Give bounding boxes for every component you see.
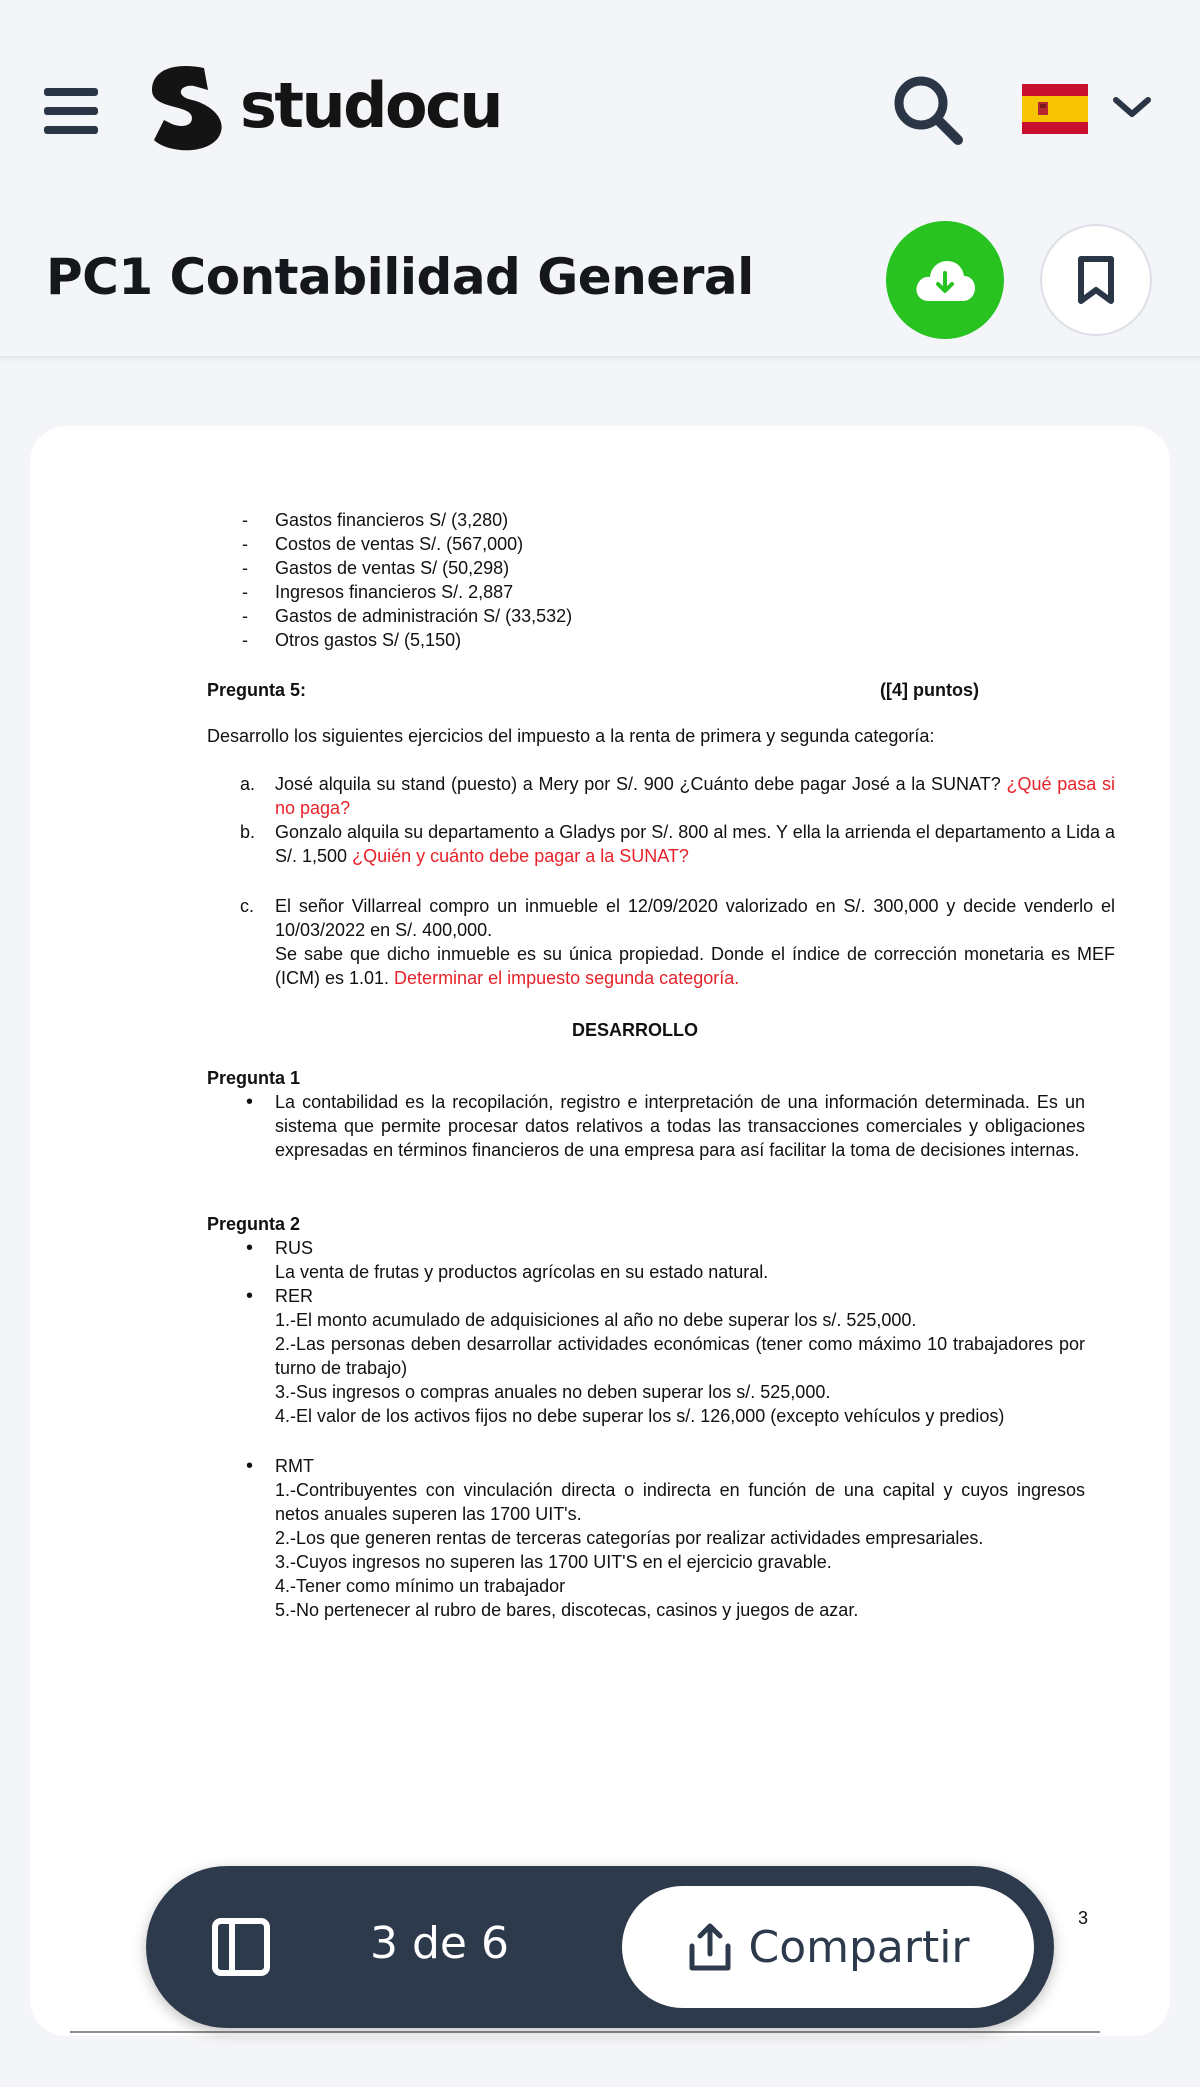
studocu-logo[interactable] (144, 62, 501, 154)
document-content (30, 426, 1170, 2036)
question-5-points: ([4] puntos) (880, 680, 979, 700)
page-navigation-bar (146, 1866, 1054, 2028)
logo-text: studocu (240, 68, 502, 142)
menu-icon[interactable] (44, 88, 100, 134)
regime-item: 2.-Las personas deben desarrollar actividades económicas (tener como máximo 10 trabajadores por turno de trabajo) (275, 1334, 1085, 1378)
exercise-text: El señor Villarreal compro un inmueble el 12/09/2020 valorizado en S/. 300,000 y decide venderlo el 10/03/2022 en S/. 400,000. (275, 896, 1115, 940)
regime-item: 5.-No pertenecer al rubro de bares, discotecas, casinos y juegos de azar. (275, 1600, 859, 1620)
exercise-marker: b. (240, 822, 256, 842)
regime-label: RUS (275, 1238, 314, 1258)
document-title: PC1 Contabilidad General (46, 248, 754, 306)
page-divider (70, 2031, 1100, 2033)
section-heading: DESARROLLO (572, 1020, 698, 1040)
exercise-b (240, 820, 1115, 868)
regime-item: 4.-El valor de los activos fijos no debe superar los s/. 126,000 (excepto vehículos y predios) (275, 1406, 1005, 1426)
expense-list (275, 508, 775, 652)
bullet: • (246, 1285, 254, 1307)
exercise-text: José alquila su stand (puesto) a Mery por S/. 900 ¿Cuánto debe pagar José a la SUNAT? (275, 774, 1001, 794)
list-item: - Costos de ventas S/. (567,000) (275, 532, 775, 556)
rmt-section (246, 1454, 1085, 1622)
bullet: • (246, 1237, 254, 1259)
question-5-intro: Desarrollo los siguientes ejercicios del impuesto a la renta de primera y segunda categoría: (207, 726, 935, 746)
bullet: • (246, 1455, 254, 1477)
exercise-a (240, 772, 1115, 820)
regime-item: 3.-Sus ingresos o compras anuales no deben superar los s/. 525,000. (275, 1382, 831, 1402)
rus-section (246, 1236, 1085, 1284)
list-item: - Gastos financieros S/ (3,280) (275, 508, 775, 532)
share-icon (686, 1922, 734, 1972)
download-button[interactable] (886, 221, 1004, 339)
share-button[interactable] (622, 1886, 1034, 2008)
question-5-title: Pregunta 5: (207, 680, 307, 700)
exercise-text: Gonzalo alquila su departamento a Gladys por S/. 800 al mes. Y ella la arrienda el departamento a Lida a S/. 1,500 (275, 822, 1115, 866)
regime-label: RMT (275, 1456, 314, 1476)
question-1-title: Pregunta 1 (207, 1068, 301, 1088)
exercise-text: Se sabe que dicho inmueble es su única propiedad. Donde el índice de corrección monetaria es MEF (ICM) es 1.01. (275, 944, 1115, 988)
spain-flag-icon[interactable] (1022, 84, 1088, 134)
bullet: • (246, 1091, 254, 1113)
regime-item: 3.-Cuyos ingresos no superen las 1700 UIT'S en el ejercicio gravable. (275, 1552, 832, 1572)
regime-item: 2.-Los que generen rentas de terceras categorías por realizar actividades empresariales. (275, 1528, 984, 1548)
page-number: 3 (1078, 1908, 1089, 1928)
bookmark-icon (1074, 254, 1118, 306)
cloud-download-icon (913, 257, 977, 303)
regime-item: 1.-El monto acumulado de adquisiciones al año no debe superar los s/. 525,000. (275, 1310, 917, 1330)
list-item: - Gastos de administración S/ (33,532) (275, 604, 775, 628)
rer-section (246, 1284, 1085, 1428)
answer-text: La contabilidad es la recopilación, registro e interpretación de una información determinada. Es un sistema que permite procesar datos relativos a todas las transacciones comerciales y obligaciones expresadas en términos financieros de una empresa para así facilitar la toma de decisiones internas. (275, 1092, 1085, 1160)
exercise-question-highlight: ¿Qué pasa si no paga? (275, 774, 1115, 818)
question-1-answer (246, 1090, 1085, 1162)
exercise-question-highlight: Determinar el impuesto segunda categoría. (394, 968, 740, 988)
header-divider (0, 356, 1200, 362)
regime-label: RER (275, 1286, 314, 1306)
search-icon[interactable] (888, 70, 968, 150)
exercise-question-highlight: ¿Quién y cuánto debe pagar a la SUNAT? (352, 846, 689, 866)
list-item: - Gastos de ventas S/ (50,298) (275, 556, 775, 580)
top-bar (0, 0, 1200, 306)
studocu-logo-mark (144, 62, 230, 154)
exercise-c (240, 894, 1115, 990)
regime-item: 1.-Contribuyentes con vinculación directa o indirecta en función de una capital y cuyos ingresos netos anuales superen las 1700 UIT's. (275, 1480, 1085, 1524)
regime-text: La venta de frutas y productos agrícolas en su estado natural. (275, 1262, 769, 1282)
share-label: Compartir (748, 1921, 970, 1973)
chevron-down-icon[interactable] (1110, 92, 1154, 122)
question-2-title: Pregunta 2 (207, 1214, 301, 1234)
document-page (30, 426, 1170, 2036)
regime-item: 4.-Tener como mínimo un trabajador (275, 1576, 566, 1596)
bookmark-button[interactable] (1040, 224, 1152, 336)
page-indicator: 3 de 6 (370, 1918, 509, 1969)
exercise-marker: a. (240, 774, 256, 794)
exercise-marker: c. (240, 896, 255, 916)
list-item: - Otros gastos S/ (5,150) (275, 628, 775, 652)
sidebar-toggle-icon[interactable] (210, 1916, 272, 1978)
list-item: - Ingresos financieros S/. 2,887 (275, 580, 775, 604)
